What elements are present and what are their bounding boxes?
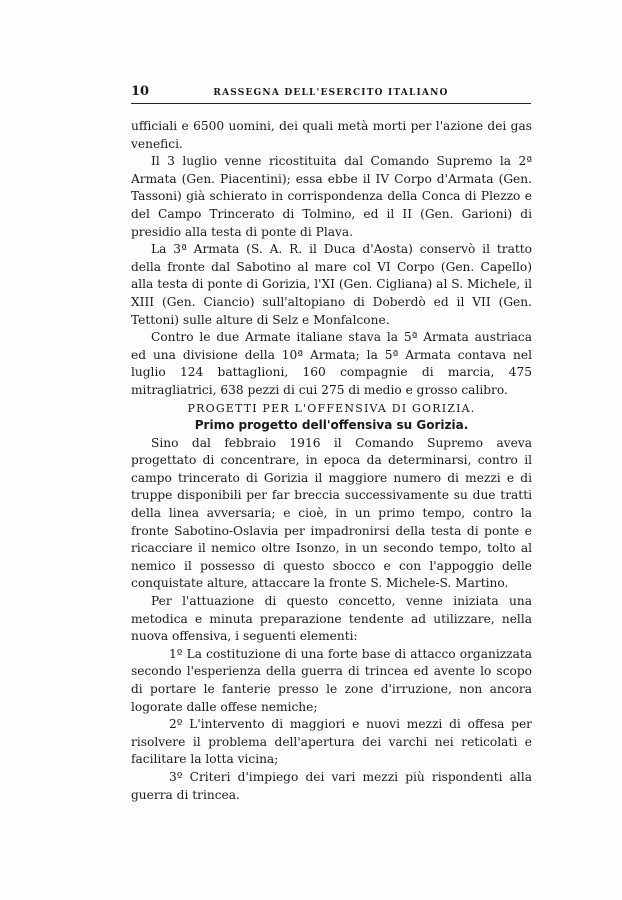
subsection-title: Primo progetto dell'offensiva su Gorizia.: [194, 418, 469, 433]
paragraph: Sino dal febbraio 1916 il Comando Supremo aveva progettato di concentrare, in epoca da determinarsi, contro il campo trincerato di Gorizia il maggiore numero di mezzi e di truppe disponibili per far breccia successivamente su due tratti della linea avversaria; e cioè, in un primo tempo, contro la fronte Sabotino-Oslavia per impadronirsi della testa di ponte e ricacciare il nemico oltre Isonzo, in un secondo tempo, tolto al nemico il possesso di questo sbocco e con l'appoggio delle conquistate alture, attaccare la fronte S. Michele-S. Martino.: [131, 435, 532, 591]
page-body: [131, 118, 532, 804]
page-number: 10: [131, 84, 150, 99]
paragraph: Il 3 luglio venne ricostituita dal Comando Supremo la 2ª Armata (Gen. Piacentini); essa ebbe il IV Corpo d'Armata (Gen. Tassoni) già schierato in corrispondenza della Conca di Plezzo e del Campo Trincerato di Tolmino, ed il II (Gen. Garioni) di presidio alla testa di ponte di Plava.: [131, 154, 532, 239]
list-item: 3º Criteri d'impiego dei vari mezzi più rispondenti alla guerra di trincea.: [131, 769, 532, 802]
page-header: [131, 84, 531, 104]
section-title: PROGETTI PER L'OFFENSIVA DI GORIZIA.: [187, 401, 476, 415]
running-title: RASSEGNA DELL'ESERCITO ITALIANO: [213, 88, 449, 98]
list-item: 2º L'intervento di maggiori e nuovi mezzi di offesa per risolvere il problema dell'apertura dei varchi nei reticolati e facilitare la lotta vicina;: [131, 717, 532, 767]
paragraph: Per l'attuazione di questo concetto, venne iniziata una metodica e minuta preparazione tendente ad utilizzare, nella nuova offensiva, i seguenti elementi:: [131, 594, 532, 644]
paragraph: ufficiali e 6500 uomini, dei quali metà morti per l'azione dei gas venefici.: [131, 119, 532, 151]
list-item: 1º La costituzione di una forte base di attacco organizzata secondo l'esperienza della guerra di trincea ed avente lo scopo di portare le fanterie presso le zone d'irruzione, non ancora logorate dalle offese nemiche;: [131, 646, 532, 714]
paragraph: La 3ª Armata (S. A. R. il Duca d'Aosta) conservò il tratto della fronte dal Sabotino al mare col VI Corpo (Gen. Capello) alla testa di ponte di Gorizia, l'XI (Gen. Cigliana) al S. Michele, il XIII (Gen. Ciancio) sull'altopiano di Doberdò ed il VII (Gen. Tettoni) sulle alture di Selz e Monfalcone.: [131, 242, 532, 327]
paragraph: Contro le due Armate italiane stava la 5ª Armata austriaca ed una divisione della 10ª Armata; la 5ª Armata contava nel luglio 124 battaglioni, 160 compagnie di marcia, 475 mitragliatrici, 638 pezzi di cui 275 di medio e grosso calibro.: [131, 330, 532, 397]
